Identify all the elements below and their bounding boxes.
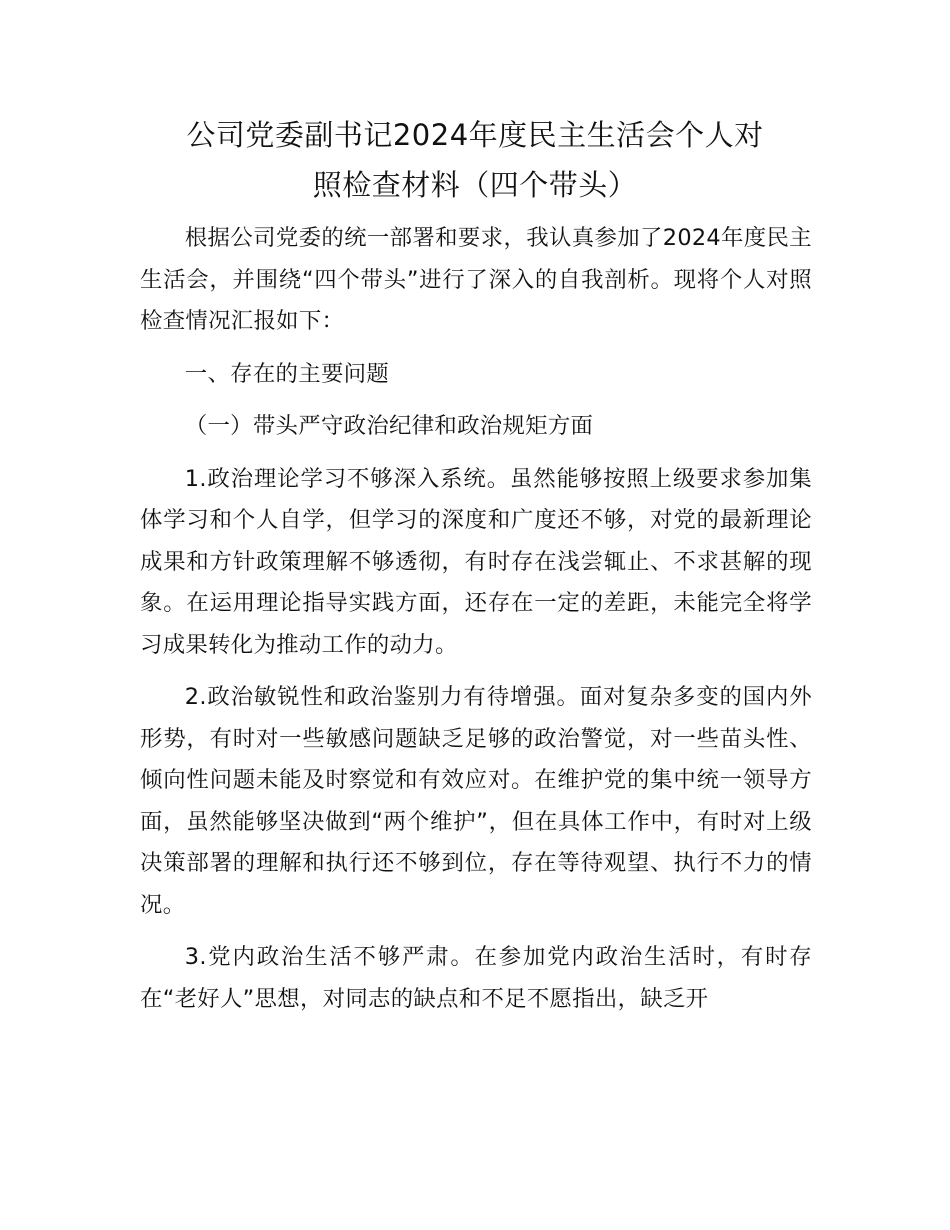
issue-paragraph-1: 1.政治理论学习不够深入系统。虽然能够按照上级要求参加集体学习和个人自学，但学习的深度和广度还不够，对党的最新理论成果和方针政策理解不够透彻，有时存在浅尝辄止、不求甚解的现象。在运用理论指导实践方面，还存在一定的差距，未能完全将学习成果转化为推动工作的动力。 — [140, 465, 812, 658]
issue-paragraph-3: 3.党内政治生活不够严肃。在参加党内政治生活时，有时存在“老好人”思想，对同志的缺点和不足不愿指出，缺乏开 — [140, 944, 812, 1012]
subsection-heading: （一）带头严守政治纪律和政治规矩方面 — [184, 413, 594, 439]
issue-paragraph-2: 2.政治敏锐性和政治鉴别力有待增强。面对复杂多变的国内外形势，有时对一些敏感问题缺乏足够的政治警觉，对一些苗头性、倾向性问题未能及时察觉和有效应对。在维护党的集中统一领导方面，虽然能够坚决做到“两个维护”，但在具体工作中，有时对上级决策部署的理解和执行还不够到位，存在等待观望、执行不力的情况。 — [140, 684, 812, 918]
intro-paragraph: 根据公司党委的统一部署和要求，我认真参加了2024年度民主生活会，并围绕“四个带头”进行了深入的自我剖析。现将个人对照检查情况汇报如下： — [140, 225, 812, 334]
section-heading: 一、存在的主要问题 — [184, 360, 390, 387]
title-line-1: 公司党委副书记2024年度民主生活会个人对 — [186, 118, 764, 152]
document-title — [140, 110, 810, 210]
title-line-2: 照检查材料（四个带头） — [312, 168, 638, 202]
document-body — [140, 218, 812, 1020]
